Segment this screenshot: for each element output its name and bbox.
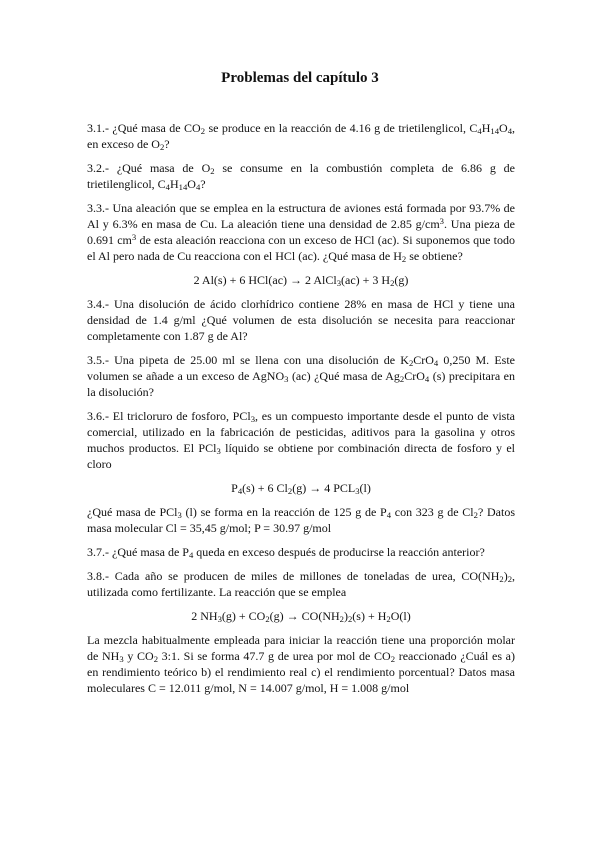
problem-3-4: 3.4.- Una disolución de ácido clorhídrico contiene 28% en masa de HCl y tiene una densidad de 1.4 g/ml ¿Qué volumen de esta disolución se necesita para reaccionar completamente con 1.87 g de Al? — [87, 297, 515, 343]
problem-list — [87, 120, 515, 704]
problem-3-3: 3.3.- Una aleación que se emplea en la estructura de aviones está formada por 93.7% de Al y 6.3% en masa de Cu. La aleación tiene una densidad de 2.85 $g/cm^3$. Una pieza de 0.691 $cm^3$ de esta aleación reacciona con un exceso de HCl (ac). Si suponemos que todo el Al pero nada de Cu reacciona con el HCl (ac). ¿Qué masa de $H_2$ se obtiene? — [87, 201, 515, 265]
problem-3-6: 3.6.- El tricloruro de fosforo, PCl$_3$, es un compuesto importante desde el punto de vista comercial, utilizado en la fabricación de pesticidas, aditivos para la gasolina y otros muchos productos. El PCl$_3$ líquido se obtiene por combinación directa de fosforo y el cloro — [87, 409, 515, 471]
equation-3-3: 2 Al(s) + 6 HCl(ac) → 2 AlCl$_3$(ac) + 3 $H_2(g)$ — [193, 273, 409, 289]
equation-3-8: 2 $NH_3(g) + CO_2(g) \to CO(NH_2)_2(s) + H_2O(l)$ — [191, 609, 411, 625]
problem-3-5: 3.5.- Una pipeta de 25.00 ml se llena con una disolución de $K_2CrO_4$ 0,250 M. Este volumen se añade a un exceso de AgNO$_3$ (ac) ¿Qué masa de $Ag_2CrO_4$ (s) precipitara en la disolución? — [87, 353, 515, 399]
problem-3-2: 3.2.- ¿Qué masa de $O_2$ se consume en la combustión completa de 6.86 g de trietilenglicol, $C_4H_{14}O_4$? — [87, 161, 515, 193]
problem-3-8-question: La mezcla habitualmente empleada para iniciar la reacción tiene una proporción molar de $NH_3$ y $CO_2$ 3:1. Si se forma 47.7 g de urea por mol de $CO_2$ reaccionado ¿Cuál es a) en rendimiento teórico b) el rendimiento real c) el rendimiento porcentual? Datos masa moleculares C = 12.011 g/mol, N = 14.007 g/mol, H = 1.008 g/mol — [87, 633, 515, 695]
equation-3-6: $P_4(s) + 6$ $Cl_2(g) \to 4$ $PCL_3(l)$ — [231, 481, 371, 497]
problem-3-6-question: ¿Qué masa de PCl$_3$ (l) se forma en la reacción de 125 g de $P_4$ con 323 g de $Cl_2$? Datos masa molecular Cl = 35,45 g/mol; P = 30.97 g/mol — [87, 505, 516, 535]
problem-3-1: 3.1.- ¿Qué masa de $CO_2$ se produce en la reacción de 4.16 g de trietilenglicol, $C_4H_{14}O_4$, en exceso de $O_2$? — [87, 121, 515, 153]
page-title: Problemas del capítulo 3 — [221, 70, 379, 86]
problem-3-8: 3.8.- Cada año se producen de miles de millones de toneladas de urea, $CO(NH_2)_2$, utilizada como fertilizante. La reacción que se emplea — [87, 569, 515, 599]
problem-3-7: 3.7.- ¿Qué masa de $P_4$ queda en exceso después de producirse la reacción anterior? — [87, 545, 485, 561]
